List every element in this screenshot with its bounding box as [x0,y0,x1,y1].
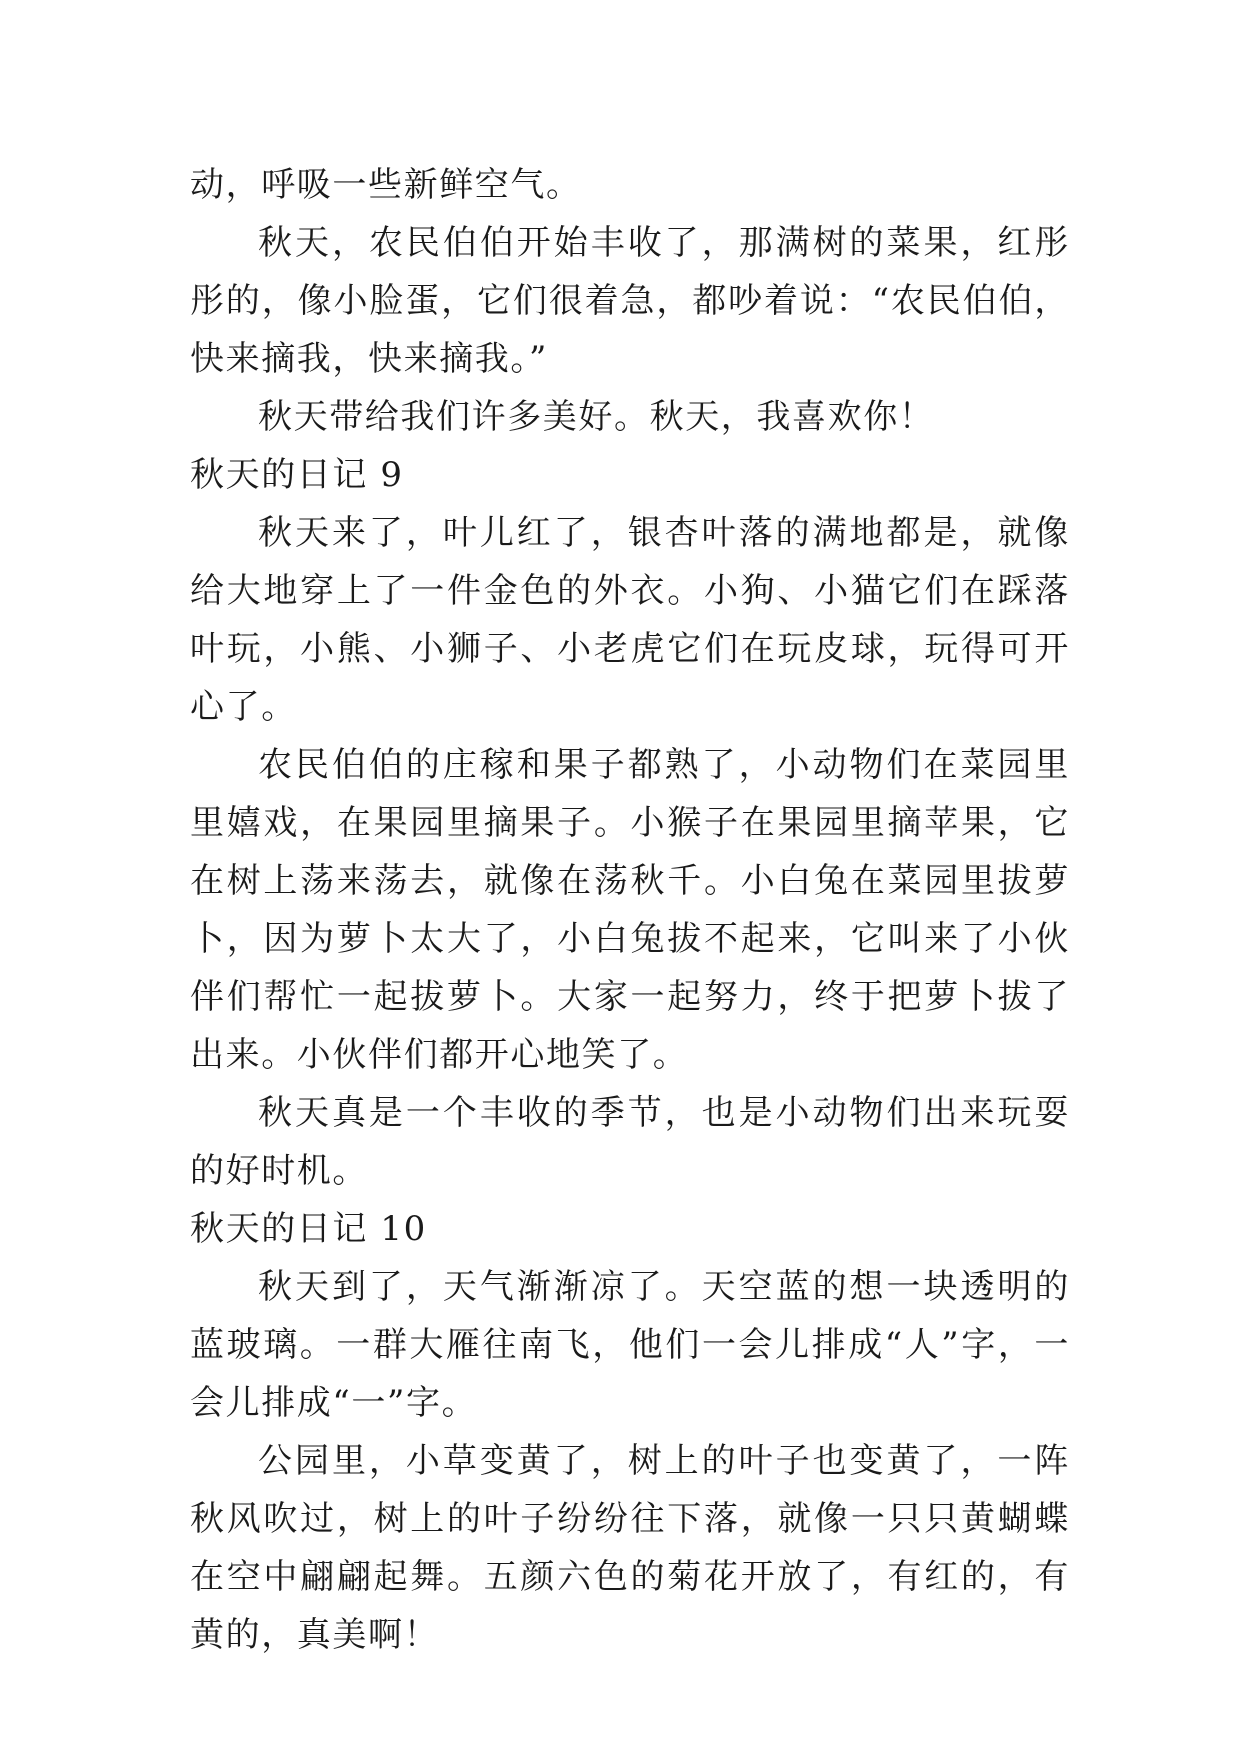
paragraph: 公园里，小草变黄了，树上的叶子也变黄了，一阵秋风吹过，树上的叶子纷纷往下落，就像一只只黄蝴蝶在空中翩翩起舞。五颜六色的菊花开放了，有红的，有黄的，真美啊！ [190,1441,1070,1655]
document-body [190,156,1070,1664]
paragraph: 秋天真是一个丰收的季节，也是小动物们出来玩耍的好时机。 [190,1093,1070,1191]
paragraph: 秋天到了，天气渐渐凉了。天空蓝的想一块透明的蓝玻璃。一群大雁往南飞，他们一会儿排成“人”字，一会儿排成“一”字。 [190,1267,1070,1423]
paragraph-continuation: 动，呼吸一些新鲜空气。 [190,165,582,205]
paragraph: 秋天带给我们许多美好。秋天，我喜欢你！ [258,397,935,437]
paragraph: 农民伯伯的庄稼和果子都熟了，小动物们在菜园里里嬉戏，在果园里摘果子。小猴子在果园里摘苹果，它在树上荡来荡去，就像在荡秋千。小白兔在菜园里拔萝卜，因为萝卜太大了，小白兔拔不起来，它叫来了小伙伴们帮忙一起拔萝卜。大家一起努力，终于把萝卜拔了出来。小伙伴们都开心地笑了。 [190,745,1070,1075]
diary-heading: 秋天的日记 10 [190,1209,427,1249]
diary-heading: 秋天的日记 9 [190,455,404,495]
paragraph: 秋天，农民伯伯开始丰收了，那满树的菜果，红彤彤的，像小脸蛋，它们很着急，都吵着说：“农民伯伯，快来摘我，快来摘我。” [190,223,1070,379]
paragraph: 秋天来了，叶儿红了，银杏叶落的满地都是，就像给大地穿上了一件金色的外衣。小狗、小猫它们在踩落叶玩，小熊、小狮子、小老虎它们在玩皮球，玩得可开心了。 [190,513,1070,727]
